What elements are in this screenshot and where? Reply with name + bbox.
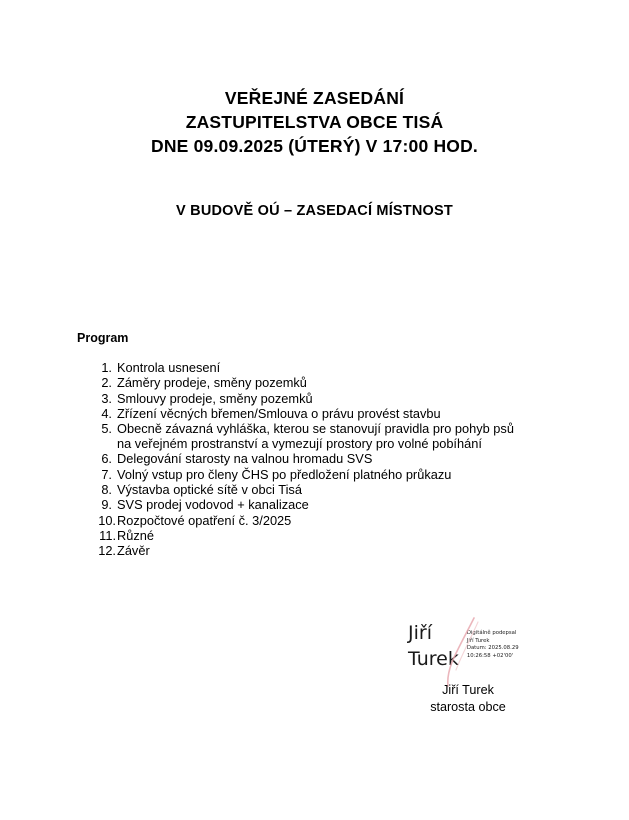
agenda-item [94, 422, 564, 452]
agenda-item-number: 2. [101, 375, 112, 391]
signature-name-line-1: Jiří [408, 622, 432, 644]
agenda-item [94, 468, 564, 483]
agenda-item-number: 10. [98, 512, 116, 528]
agenda-item [94, 544, 564, 559]
signature-metadata [467, 630, 519, 660]
program-heading: Program [77, 331, 129, 345]
agenda-item-number: 3. [101, 390, 112, 406]
signature-meta-line-1: Digitálně podepsal [466, 630, 517, 636]
agenda-item [94, 407, 564, 422]
agenda-item-number: 7. [101, 466, 112, 482]
agenda-item [94, 376, 564, 391]
agenda-item-text: Závěr [117, 543, 150, 559]
signatory-footer [368, 682, 568, 715]
agenda-item [94, 498, 564, 513]
signature-name-visual [398, 620, 459, 672]
agenda-item-text: Obecně závazná vyhláška, kterou se stanovují pravidla pro pohyb psů na veřejném prostranství a vymezují prostory pro volné pobíhání [117, 421, 514, 452]
title-line-1: VEŘEJNÉ ZASEDÁNÍ [224, 88, 405, 108]
agenda-item-number: 6. [101, 451, 112, 467]
agenda-item-number: 4. [101, 405, 112, 421]
agenda-item-number: 5. [101, 421, 112, 437]
agenda-item [94, 361, 564, 376]
signature-meta-line-3: Datum: 2025.08.29 [466, 645, 519, 652]
agenda-list [94, 361, 564, 559]
agenda-item-text: Delegování starosty na valnou hromadu SVS [117, 451, 373, 467]
title-line-3: DNE 09.09.2025 (ÚTERÝ) V 17:00 HOD. [151, 136, 478, 156]
signature-name-line-2: Turek [408, 648, 459, 670]
signature-meta-line-2: Jiří Turek [466, 637, 490, 644]
agenda-item-number: 11. [99, 527, 116, 543]
title-line-2: ZASTUPITELSTVA OBCE TISÁ [185, 112, 444, 132]
agenda-item-number: 1. [101, 360, 112, 375]
agenda-item-text: Rozpočtové opatření č. 3/2025 [117, 512, 292, 528]
agenda-item-text: Záměry prodeje, směny pozemků [117, 375, 307, 391]
agenda-item-number: 8. [101, 481, 112, 497]
agenda-item-text: Kontrola usnesení [117, 360, 221, 375]
agenda-item-text: SVS prodej vodovod + kanalizace [117, 497, 309, 513]
agenda-item-text: Smlouvy prodeje, směny pozemků [117, 390, 313, 406]
agenda-item [94, 529, 564, 544]
agenda-item [94, 514, 564, 529]
agenda-item-number: 9. [101, 497, 112, 513]
agenda-item [94, 483, 564, 498]
document-subtitle [0, 201, 629, 221]
agenda-item-number: 12. [98, 543, 116, 559]
agenda-item [94, 392, 564, 407]
document-title [0, 86, 629, 158]
signature-visual-row [398, 620, 578, 680]
signature-meta-line-4: 10:26:58 +02'00' [466, 652, 514, 659]
agenda-item-text: Výstavba optické sítě v obci Tisá [117, 481, 302, 497]
signatory-role: starosta obce [430, 699, 506, 714]
agenda-item-text: Různé [117, 527, 154, 543]
agenda-item [94, 452, 564, 467]
subtitle-text: V BUDOVĚ OÚ – ZASEDACÍ MÍSTNOST [176, 203, 453, 219]
agenda-item-text: Volný vstup pro členy ČHS po předložení platného průkazu [117, 466, 452, 482]
signatory-name: Jiří Turek [442, 683, 494, 697]
agenda-item-text: Zřízení věcných břemen/Smlouva o právu provést stavbu [117, 405, 441, 421]
